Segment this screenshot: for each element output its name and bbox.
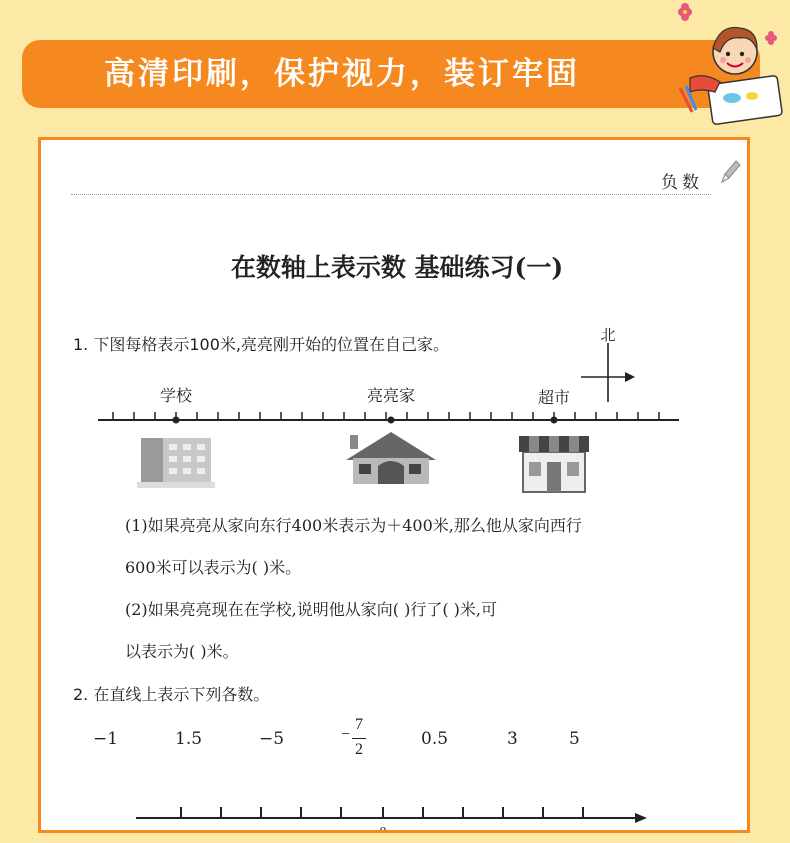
school-building-icon [137, 438, 215, 488]
number-3: 3 [507, 729, 518, 749]
compass-icon [581, 327, 635, 402]
axis-zero-label: 0 [379, 825, 387, 836]
fraction-neg-7-over-2 [341, 716, 371, 764]
banner [22, 40, 760, 108]
number-0-5: 0.5 [421, 729, 449, 749]
school-point [173, 417, 180, 424]
pencil-icon [717, 158, 741, 188]
question-1-part-2-line-1: (2)如果亮亮现在在学校,说明他从家向( )行了( )米,可 [125, 600, 497, 619]
fraction-denominator: 2 [355, 741, 363, 758]
supermarket-point [551, 417, 558, 424]
question-1-part-1-line-2: 600米可以表示为( )米。 [125, 558, 302, 577]
fraction-sign: − [341, 726, 351, 743]
number-line-ticks [113, 412, 659, 420]
label-home: 亮亮家 [366, 388, 416, 405]
header-divider [71, 194, 711, 195]
axis-arrow [635, 813, 647, 823]
label-supermarket: 超市 [537, 390, 571, 407]
flower-icon [678, 3, 692, 21]
section-label: 负数 [661, 173, 703, 193]
fraction-bar [352, 738, 366, 739]
number-5: 5 [569, 729, 580, 749]
supermarket-icon [519, 436, 589, 492]
compass-north-label: 北 [600, 328, 616, 344]
question-1-prompt: 1. 下图每格表示100米,亮亮刚开始的位置在自己家。 [73, 335, 449, 354]
question-1-number-line-figure [41, 310, 750, 500]
fraction-numerator: 7 [355, 716, 363, 733]
question-1-part-1-line-1: (1)如果亮亮从家向东行400米表示为＋400米,那么他从家向西行 [125, 516, 582, 535]
number-neg-5: −5 [259, 729, 285, 749]
home-point [388, 417, 395, 424]
question-2-number-line [41, 795, 750, 836]
page-title: 在数轴上表示数 基础练习(一) [230, 253, 564, 282]
number-1-5: 1.5 [175, 729, 203, 749]
question-1-part-2-line-2: 以表示为( )米。 [125, 642, 239, 661]
child-icon [680, 27, 782, 124]
house-icon [346, 432, 436, 484]
child-drawing-illustration [660, 0, 790, 130]
axis-ticks [181, 807, 583, 818]
question-2-prompt: 2. 在直线上表示下列各数。 [73, 685, 270, 704]
flower-icon [765, 31, 777, 45]
banner-text: 高清印刷，保护视力，装订牢固 [104, 56, 580, 92]
worksheet-page [38, 137, 750, 836]
number-neg-1: −1 [93, 729, 119, 749]
label-school: 学校 [159, 388, 193, 405]
